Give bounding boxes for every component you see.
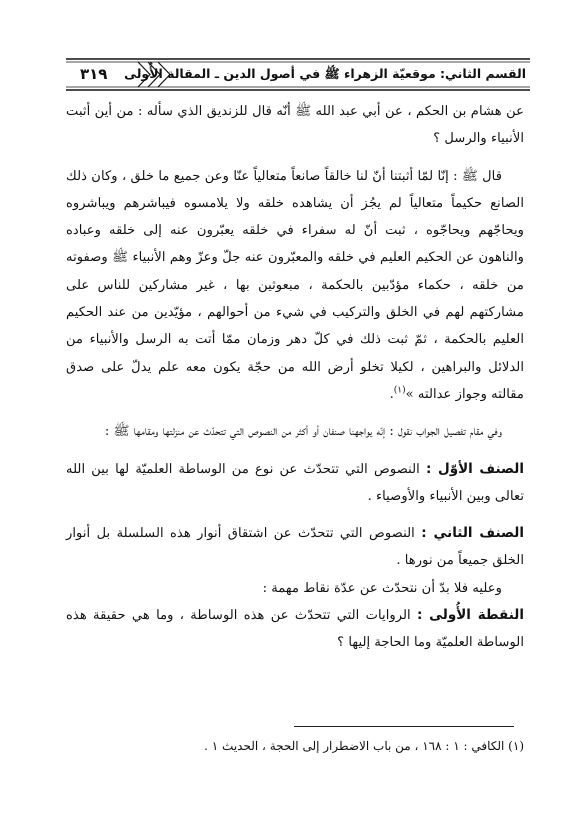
category-one-text: النصوص التي تتحدّث عن نوع من الوساطة العلميّة لها بين الله تعالى وبين الأنبياء والأوصياء . xyxy=(66,461,524,504)
paragraph-category-two xyxy=(66,520,524,575)
category-two-label: الصنف الثاني : xyxy=(421,525,524,542)
main-text xyxy=(66,98,524,657)
running-header xyxy=(66,58,530,91)
category-two-text: النصوص التي تتحدّث عن اشتقاق أنوار هذه السلسلة بل أنوار الخلق جميعاً من نورها . xyxy=(66,526,524,569)
header-title: القسم الثاني: موقعيّة الزهراء ﷺ في أصول الدين ـ المقالة الأُولى xyxy=(124,66,526,81)
footnote-separator xyxy=(294,726,514,727)
hadith-text: قال ﷺ : إنّا لمّا أثبتنا أنّ لنا خالقاً صانعاً متعالياً عنّا وعن جميع ما خلق ، وكان ذلك الصانع حكيماً متعالياً لم يجُز أن يشاهده خلقه ولا يلامسوه فيباشرهم ويباشروه ويحاجّهم ويحاجّوه ، ثبت أنّ له سفراء في خلقه يعبّرون عنه إلى خلقه وعباده والناهون عن الحكيم العليم في خلقه والمعبّرون عنه جلّ وعزّ وهم الأنبياء ﷺ وصفوته من خلقه ، حكماء مؤدّبين بالحكمة ، مبعوثين بها ، غير مشاركين للناس على مشاركتهم لهم في الخلق والتركيب في شيء من أحوالهم ، مؤيّدين من عند الحكيم العليم بالحكمة ، ثمّ ثبت ذلك في كلّ دهر وزمان ممّا أتت به الرسل والأنبياء من الدلائل والبراهين ، لكيلا تخلو أرض الله من حجّة يكون معه علم يدلّ على صدق مقالته وجواز عدالته » xyxy=(66,168,524,402)
point-one-text: الروايات التي تتحدّث عن هذه الوساطة ، وما هي حقيقة هذه الوساطة العلميّة وما الحاجة إليها ؟ xyxy=(66,608,524,651)
paragraph-point-one xyxy=(66,602,524,657)
category-one-label: الصنف الأوّل : xyxy=(425,460,525,477)
page-number: ٣١٩ xyxy=(80,65,108,83)
point-one-label: النقطة الأُولى : xyxy=(416,607,524,624)
footnote-reference: (١) xyxy=(393,385,406,396)
footnote: (١) الكافي : ١ : ١٦٨ ، من باب الاضطرار إلى الحجة ، الحديث ١ . xyxy=(204,739,524,753)
paragraph-hadith-quote: قال ﷺ : إنّا لمّا أثبتنا أنّ لنا خالقاً صانعاً متعالياً عنّا وعن جميع ما خلق ، وكان ذلك الصانع حكيماً متعالياً لم يجُز أن يشاهده خلقه ولا يلامسوه فيباشرهم ويباشروه ويحاجّهم ويحاجّوه ، ثبت أنّ له سفراء في خلقه يعبّرون عنه إلى خلقه وعباده والناهون عن الحكيم العليم في خلقه والمعبّرون عنه جلّ وعزّ وهم الأنبياء ﷺ وصفوته من خلقه ، حكماء مؤدّبين بالحكمة ، مبعوثين بها ، غير مشاركين للناس على مشاركتهم لهم في الخلق والتركيب في شيء من أحوالهم ، مؤيّدين من عند الحكيم العليم بالحكمة ، ثمّ ثبت ذلك في كلّ دهر وزمان ممّا أتت به الرسل والأنبياء من الدلائل والبراهين ، لكيلا تخلو أرض الله من حجّة يكون معه علم يدلّ على صدق مقالته وجواز عدالته »$^{(١)}$. xyxy=(66,168,524,402)
paragraph-category-one xyxy=(66,456,524,511)
paragraph-answer-intro: وفي مقام تفصيل الجواب نقول : إنّه يواجهنا صنفان أو أكثر من النصوص التي تتحدّث عن منزلتها ومقامها ﷺ : xyxy=(104,424,502,440)
paragraph-narration: عن هشام بن الحكم ، عن أبي عبد الله ﷺ أنّه قال للزنديق الذي سأله : من أين أثبت الأنبياء والرسل ؟ xyxy=(66,104,524,147)
paragraph-points-intro: وعليه فلا بدّ أن نتحدّث عن عدّة نقاط مهمة : xyxy=(262,580,502,596)
